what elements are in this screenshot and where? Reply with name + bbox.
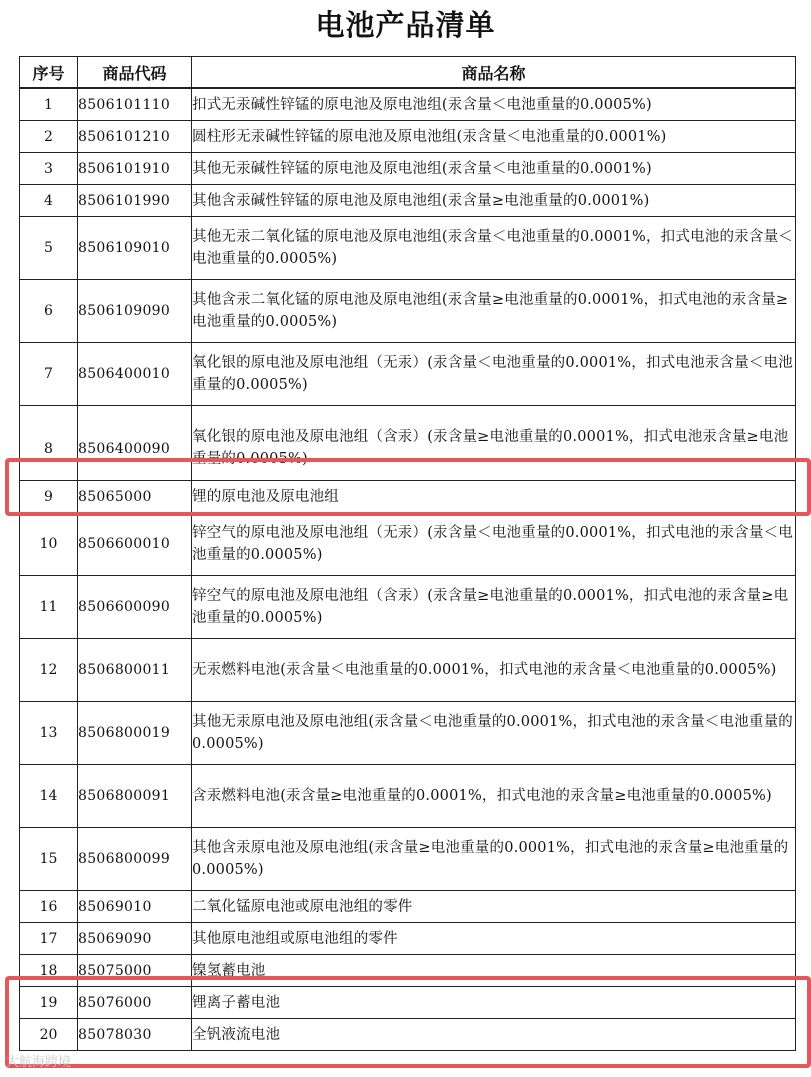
table-row xyxy=(20,280,796,343)
row-no: 18 xyxy=(20,955,78,987)
row-no: 6 xyxy=(20,280,78,343)
row-no: 20 xyxy=(20,1019,78,1051)
row-name: 锌空气的原电池及原电池组（无汞）(汞含量＜电池重量的0.0001%，扣式电池的汞含量＜电池重量的0.0005%) xyxy=(192,513,796,576)
row-code: 8506800099 xyxy=(78,828,192,891)
row-no: 2 xyxy=(20,121,78,153)
row-no: 13 xyxy=(20,702,78,765)
row-name: 氧化银的原电池及原电池组（无汞）(汞含量＜电池重量的0.0001%，扣式电池汞含量＜电池重量的0.0005%) xyxy=(192,343,796,406)
header-code: 商品代码 xyxy=(78,57,192,89)
row-code: 8506400010 xyxy=(78,343,192,406)
table-row xyxy=(20,576,796,639)
table-row xyxy=(20,891,796,923)
table-row xyxy=(20,153,796,185)
row-name: 锂的原电池及原电池组 xyxy=(192,481,796,513)
row-code: 85078030 xyxy=(78,1019,192,1051)
table-row xyxy=(20,828,796,891)
row-name: 锂离子蓄电池 xyxy=(192,987,796,1019)
row-no: 8 xyxy=(20,406,78,481)
row-name: 其他无汞原电池及原电池组(汞含量＜电池重量的0.0001%，扣式电池的汞含量＜电池重量的0.0005%) xyxy=(192,702,796,765)
table-row xyxy=(20,955,796,987)
row-code: 8506800019 xyxy=(78,702,192,765)
table-row xyxy=(20,923,796,955)
watermark: 大航海跨境 xyxy=(6,1055,72,1070)
row-name: 含汞燃料电池(汞含量≥电池重量的0.0001%，扣式电池的汞含量≥电池重量的0.0005%) xyxy=(192,765,796,828)
table-row xyxy=(20,639,796,702)
table-row xyxy=(20,88,796,121)
row-name: 扣式无汞碱性锌锰的原电池及原电池组(汞含量＜电池重量的0.0005%) xyxy=(192,88,796,121)
row-no: 4 xyxy=(20,185,78,217)
row-name: 其他含汞原电池及原电池组(汞含量≥电池重量的0.0001%，扣式电池的汞含量≥电池重量的0.0005%) xyxy=(192,828,796,891)
row-no: 11 xyxy=(20,576,78,639)
row-no: 1 xyxy=(20,88,78,121)
table-row xyxy=(20,217,796,280)
row-no: 5 xyxy=(20,217,78,280)
row-no: 15 xyxy=(20,828,78,891)
row-no: 7 xyxy=(20,343,78,406)
header-no: 序号 xyxy=(20,57,78,89)
row-name: 氧化银的原电池及原电池组（含汞）(汞含量≥电池重量的0.0001%，扣式电池汞含量≥电池重量的0.0005%) xyxy=(192,428,789,467)
battery-product-table xyxy=(19,56,796,1051)
row-code: 8506600090 xyxy=(78,576,192,639)
table-header-row xyxy=(20,57,796,89)
table-row xyxy=(20,406,796,481)
row-no: 10 xyxy=(20,513,78,576)
row-name-cell xyxy=(192,406,796,481)
table-row-highlighted xyxy=(20,1019,796,1051)
row-no: 9 xyxy=(20,481,78,513)
row-code: 8506101110 xyxy=(78,88,192,121)
row-name: 其他原电池组或原电池组的零件 xyxy=(192,923,796,955)
table-row-highlighted xyxy=(20,987,796,1019)
row-code: 85069090 xyxy=(78,923,192,955)
row-no: 14 xyxy=(20,765,78,828)
row-no: 19 xyxy=(20,987,78,1019)
table-row xyxy=(20,343,796,406)
row-name: 其他无汞二氧化锰的原电池及原电池组(汞含量＜电池重量的0.0001%，扣式电池的汞含量＜电池重量的0.0005%) xyxy=(192,217,796,280)
row-name: 其他无汞碱性锌锰的原电池及原电池组(汞含量＜电池重量的0.0001%) xyxy=(192,153,796,185)
row-no: 12 xyxy=(20,639,78,702)
table-row xyxy=(20,121,796,153)
row-code: 85076000 xyxy=(78,987,192,1019)
row-name: 镍氢蓄电池 xyxy=(192,955,796,987)
header-name: 商品名称 xyxy=(192,57,796,89)
page-title: 电池产品清单 xyxy=(315,8,496,42)
row-code: 8506600010 xyxy=(78,513,192,576)
row-name: 锌空气的原电池及原电池组（含汞）(汞含量≥电池重量的0.0001%，扣式电池的汞含量≥电池重量的0.0005%) xyxy=(192,576,796,639)
row-name: 全钒液流电池 xyxy=(192,1019,796,1051)
row-code: 8506109010 xyxy=(78,217,192,280)
row-code: 8506400090 xyxy=(78,406,192,481)
row-code: 85075000 xyxy=(78,955,192,987)
row-no: 17 xyxy=(20,923,78,955)
row-name: 无汞燃料电池(汞含量＜电池重量的0.0001%，扣式电池的汞含量＜电池重量的0.0005%) xyxy=(192,639,796,702)
table-row xyxy=(20,702,796,765)
row-code: 8506101910 xyxy=(78,153,192,185)
table-row-highlighted xyxy=(20,481,796,513)
row-no: 16 xyxy=(20,891,78,923)
table-row xyxy=(20,765,796,828)
row-code: 85065000 xyxy=(78,481,192,513)
row-code: 8506800091 xyxy=(78,765,192,828)
row-code: 85069010 xyxy=(78,891,192,923)
row-name: 其他含汞二氧化锰的原电池及原电池组(汞含量≥电池重量的0.0001%，扣式电池的汞含量≥电池重量的0.0005%) xyxy=(192,280,796,343)
table-row xyxy=(20,513,796,576)
row-code: 8506101210 xyxy=(78,121,192,153)
row-code: 8506109090 xyxy=(78,280,192,343)
table-row xyxy=(20,185,796,217)
row-name: 其他含汞碱性锌锰的原电池及原电池组(汞含量≥电池重量的0.0001%) xyxy=(192,185,796,217)
row-name: 圆柱形无汞碱性锌锰的原电池及原电池组(汞含量＜电池重量的0.0001%) xyxy=(192,121,796,153)
row-no: 3 xyxy=(20,153,78,185)
row-code: 8506800011 xyxy=(78,639,192,702)
row-code: 8506101990 xyxy=(78,185,192,217)
row-name: 二氧化锰原电池或原电池组的零件 xyxy=(192,891,796,923)
